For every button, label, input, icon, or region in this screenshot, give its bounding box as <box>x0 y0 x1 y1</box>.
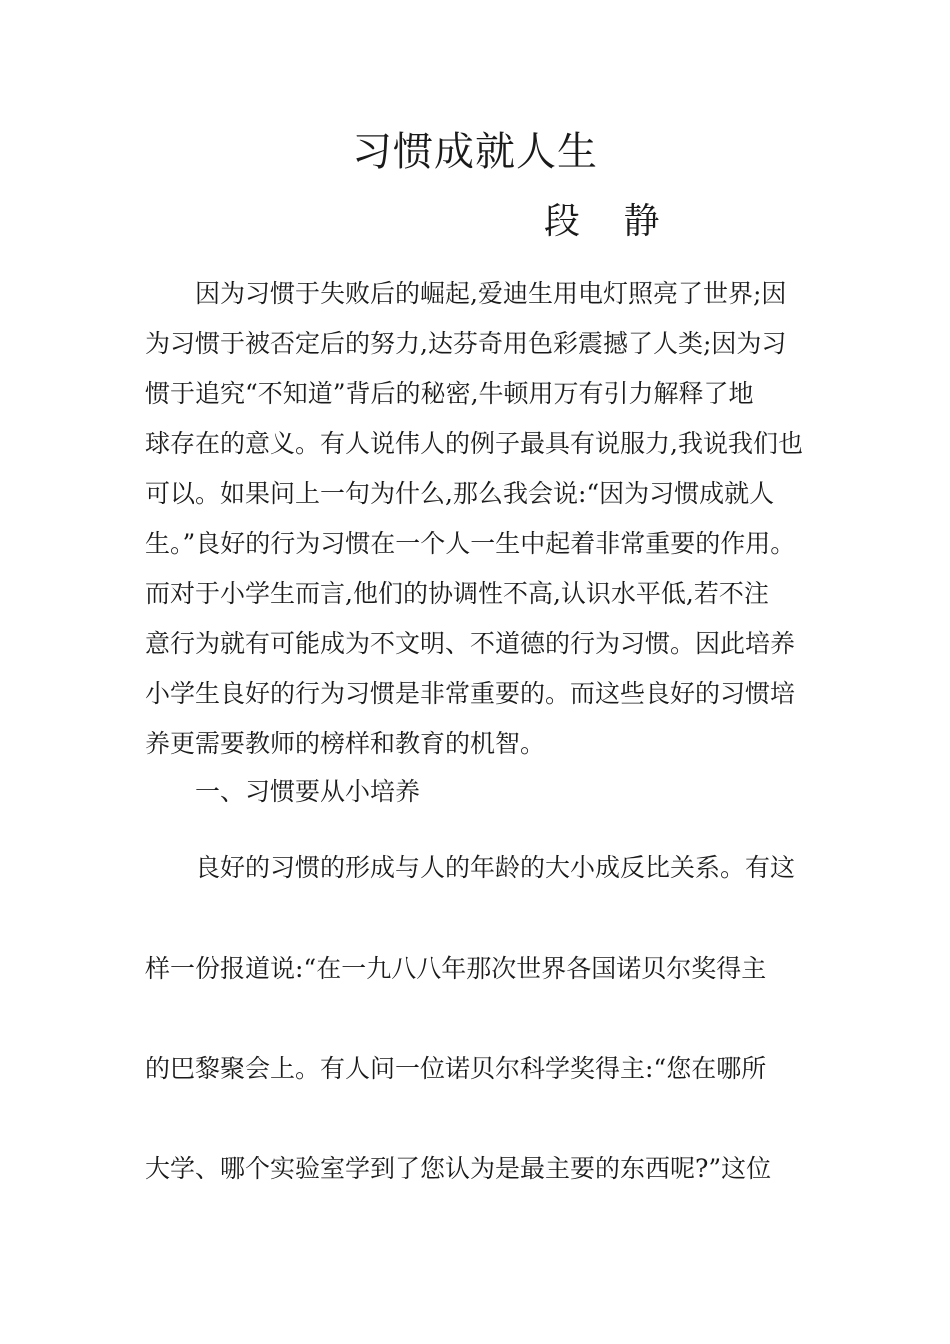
paragraph-line: 可以。如果问上一句为什么,那么我会说:“因为习惯成就人 <box>145 479 775 508</box>
paragraph-line: 惯于追究“不知道”背后的秘密,牛顿用万有引力解释了地 <box>145 379 754 408</box>
section-heading: 一、习惯要从小培养 <box>195 777 421 806</box>
paragraph-line: 的巴黎聚会上。有人问一位诺贝尔科学奖得主:“您在哪所 <box>145 1054 767 1083</box>
paragraph-line: 大学、哪个实验室学到了您认为是最主要的东西呢?”这位 <box>145 1154 772 1183</box>
paragraph-line: 意行为就有可能成为不文明、不道德的行为习惯。因此培养 <box>145 629 796 658</box>
paragraph-line: 为习惯于被否定后的努力,达芬奇用色彩震撼了人类;因为习 <box>145 329 787 358</box>
paragraph-line: 因为习惯于失败后的崛起,爱迪生用电灯照亮了世界;因 <box>195 279 787 308</box>
paragraph-line: 良好的习惯的形成与人的年龄的大小成反比关系。有这 <box>195 853 796 882</box>
paragraph-line: 而对于小学生而言,他们的协调性不高,认识水平低,若不注 <box>145 579 769 608</box>
paragraph-line: 养更需要教师的榜样和教育的机智。 <box>145 729 546 758</box>
paragraph-line: 球存在的意义。有人说伟人的例子最具有说服力,我说我们也 <box>145 429 803 458</box>
paragraph-line: 样一份报道说:“在一九八八年那次世界各国诺贝尔奖得主 <box>145 954 767 983</box>
document-title: 习惯成就人生 <box>352 129 598 175</box>
paragraph-line: 生。”良好的行为习惯在一个人一生中起着非常重要的作用。 <box>145 529 796 558</box>
paragraph-line: 小学生良好的行为习惯是非常重要的。而这些良好的习惯培 <box>145 679 796 708</box>
document-author: 段 静 <box>544 201 676 242</box>
